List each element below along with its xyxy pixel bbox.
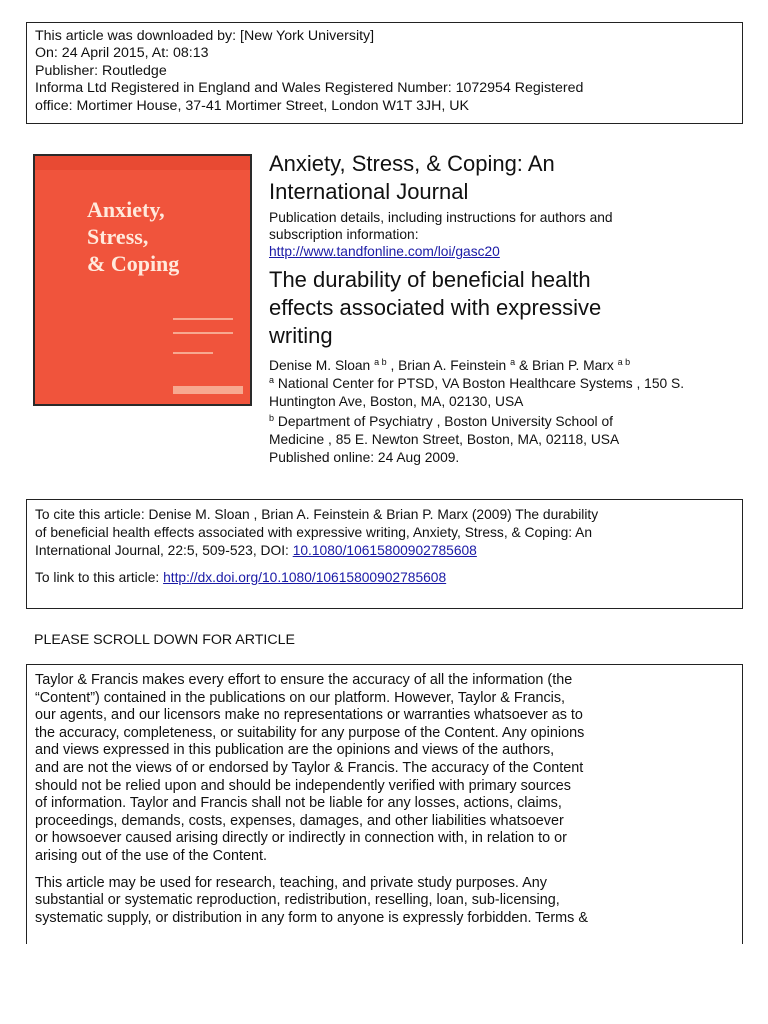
citation-box — [26, 499, 743, 609]
citation-line: of beneficial health effects associated with expressive writing, Anxiety, Stress, & Coping: An — [35, 525, 593, 540]
cover-title: Anxiety, Stress, & Coping — [87, 197, 180, 276]
affiliation-b: $^b$ Department of Psychiatry , Boston University School of Medicine , 85 E. Newton Street, Boston, MA, 02118, USA — [269, 413, 620, 447]
disclaimer-paragraph: Taylor & Francis makes every effort to ensure the accuracy of all the information (the “Content”) contained in the publications on our platform. However, Taylor & Francis, our agents, and our licensors make no representations or warranties whatsoever as to the accuracy, completeness, or suitability for any purpose of the Content. Any opinions and views expressed in this publication are the opinions and views of the authors, and are not the views of or endorsed by Taylor & Francis. The accuracy of the Content should not be relied upon and should be independently verified with primary sources of information. Taylor and Francis shall not be liable for any losses, actions, claims, proceedings, demands, costs, expenses, damages, and other liabilities whatsoever or howsoever caused arising directly or indirectly in connection with, in relation to or arising out of the use of the Content. — [35, 672, 585, 864]
cover-decoration — [173, 332, 233, 334]
journal-cover-image — [33, 154, 252, 406]
download-info-line: On: 24 April 2015, At: 08:13 — [35, 45, 209, 62]
author-affiliation-mark: a — [510, 357, 516, 367]
download-info-line: office: Mortimer House, 37-41 Mortimer Street, London W1T 3JH, UK — [35, 97, 469, 114]
cover-top-band — [35, 156, 250, 170]
download-info-line: This article was downloaded by: [New York University] — [35, 28, 375, 44]
download-info-line: Publisher: Routledge — [35, 62, 167, 79]
disclaimer-paragraph: This article may be used for research, teaching, and private study purposes. Any substantial or systematic reproduction, redistribution, reselling, loan, sub-licensing, systematic supply, or distribution in any form to anyone is expressly forbidden. Terms & — [35, 874, 588, 926]
journal-url-link[interactable]: http://www.tandfonline.com/loi/gasc20 — [269, 244, 500, 259]
author-name: Denise M. Sloan — [269, 358, 371, 373]
download-info-line: Informa Ltd Registered in England and Wales Registered Number: 1072954 Registered — [35, 80, 584, 97]
published-date: Published online: 24 Aug 2009. — [269, 450, 460, 465]
doi-link[interactable]: 10.1080/10615800902785608 — [292, 543, 477, 558]
citation-line: To cite this article: Denise M. Sloan , Brian A. Feinstein & Brian P. Marx (2009) The durability — [35, 507, 599, 522]
cover-decoration — [173, 318, 233, 320]
journal-title: Anxiety, Stress, & Coping: An International Journal — [269, 151, 555, 204]
author-affiliation-mark: a b — [374, 357, 387, 367]
disclaimer-box — [26, 664, 743, 944]
author-name: & Brian P. Marx — [518, 358, 614, 373]
publication-details: Publication details, including instructions for authors and subscription information: http://www.tandfonline.com/loi/gasc20 — [269, 209, 739, 260]
article-title: The durability of beneficial health effects associated with expressive writing — [269, 267, 602, 348]
article-link-line: To link to this article: http://dx.doi.org/10.1080/10615800902785608 — [35, 570, 447, 585]
author-affiliation-mark: a b — [617, 357, 631, 367]
affiliation-a: $^a$ National Center for PTSD, VA Boston Healthcare Systems , 150 S. Huntington Ave, Boston, MA, 02130, USA — [269, 375, 685, 409]
download-info-box — [26, 22, 743, 124]
article-info — [269, 150, 739, 467]
article-doi-url-link[interactable]: http://dx.doi.org/10.1080/10615800902785608 — [163, 570, 447, 585]
author-list — [269, 357, 739, 375]
publisher-logo — [173, 386, 243, 394]
author-name: , Brian A. Feinstein — [390, 358, 507, 373]
scroll-down-notice: PLEASE SCROLL DOWN FOR ARTICLE — [34, 632, 295, 648]
cover-decoration — [173, 352, 213, 354]
citation-line: International Journal, 22:5, 509-523, DOI: 10.1080/10615800902785608 — [35, 543, 477, 558]
